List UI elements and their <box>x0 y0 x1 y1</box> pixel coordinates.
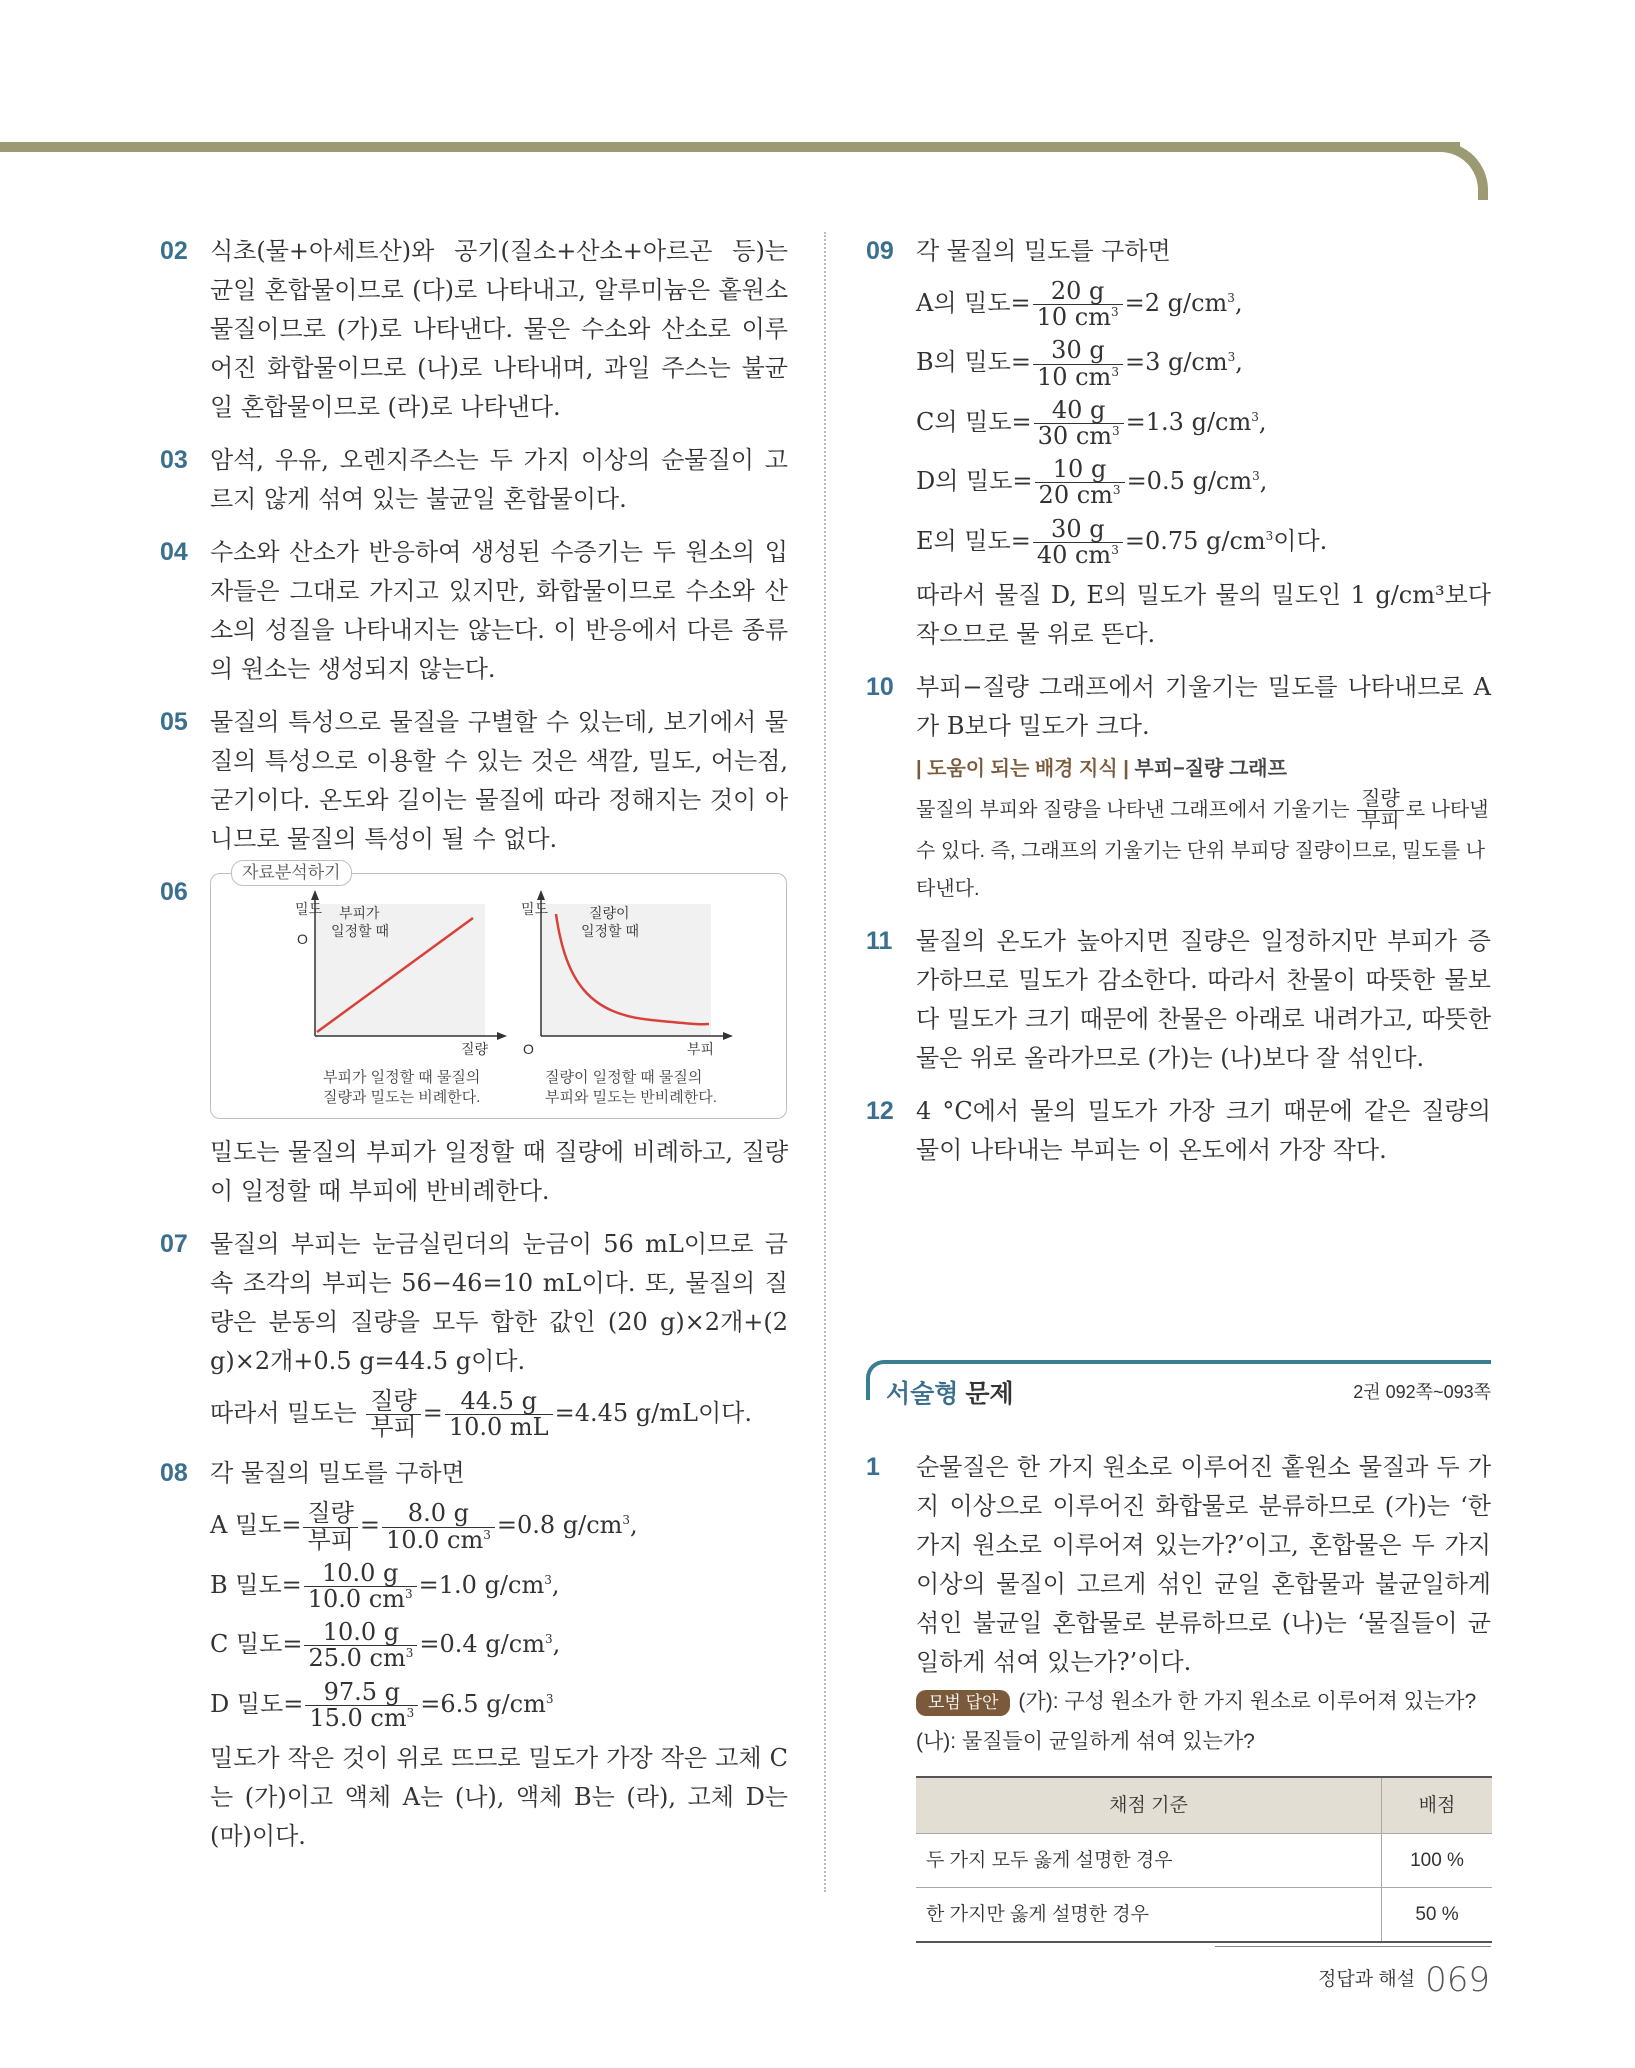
numerator: 20 g <box>1033 279 1123 305</box>
table-cell: 100 % <box>1382 1834 1493 1888</box>
essay-answer-1 <box>866 1448 1491 1943</box>
question-number: 03 <box>160 446 188 474</box>
eq-result: =0.8 g/cm <box>496 1511 623 1540</box>
eq-label: D의 밀도= <box>916 467 1033 496</box>
denominator: 10.0 mL <box>448 1413 549 1442</box>
density-a: A 밀도= $\frac{\text{질량}}{\text{부피}}$ = $\frac{8.0 g}{10.0 cm^3}$ =0.8 $g/cm^3$, <box>210 1499 638 1554</box>
graph1-note-2: 일정할 때 <box>331 923 389 939</box>
table-cell: 두 가지 모두 옳게 설명한 경우 <box>916 1834 1382 1888</box>
fraction-value <box>304 1620 417 1671</box>
fraction-value <box>305 1677 418 1732</box>
section-title-main: 서술형 <box>886 1380 959 1408</box>
graph1-ylabel-1: 밀도 <box>295 901 323 917</box>
answer-10 <box>866 668 1491 908</box>
question-number: 12 <box>866 1096 894 1125</box>
density-d: D 밀도= $\frac{97.5 g}{15.0 cm^3}$ =6.5 $g/cm^3$ <box>210 1677 554 1732</box>
fraction-value <box>1035 457 1125 508</box>
numerator: 10.0 g <box>304 1561 417 1587</box>
eq-result: =1.3 g/cm <box>1125 407 1252 436</box>
eq-label: B 밀도= <box>210 1570 302 1599</box>
model-answer <box>916 1682 1491 1722</box>
fraction-word <box>366 1389 420 1440</box>
answer-04 <box>160 533 788 689</box>
answer-text: 식초(물+아세트산)와 공기(질소+산소+아르곤 등)는 균일 혼합물이므로 (다)로 나타내고, 알루미늄은 홑원소 물질이므로 (가)로 나타낸다. 물은 수소와 산소로 이루어진 화합물이므로 (나)로 나타내며, 과일 주스는 불균일 혼합물이므로 (라)로 나타낸다. <box>210 237 788 421</box>
fraction-word <box>303 1501 357 1552</box>
density-a: A의 밀도= $\frac{20 g}{10 cm^3}$ =2 $g/cm^3$, <box>916 277 1243 332</box>
answer-08 <box>160 1454 788 1856</box>
graph1-caption-1: 부피가 일정할 때 물질의 <box>323 1069 481 1086</box>
eq-suffix: =4.45 g/mL이다. <box>554 1399 752 1428</box>
denominator: 40 $cm^3$ <box>1036 540 1119 569</box>
numerator: 40 g <box>1034 398 1124 424</box>
numerator: 97.5 g <box>305 1680 418 1706</box>
question-number: 10 <box>866 672 894 701</box>
section-title <box>886 1374 1014 1410</box>
numerator: 질량 <box>1357 789 1404 811</box>
eq-result: =0.75 g/cm <box>1124 526 1266 555</box>
fraction-value <box>1033 279 1123 330</box>
denominator: 10 $cm^3$ <box>1036 362 1119 391</box>
top-decor-bar <box>0 142 1460 152</box>
answer-text: 부피−질량 그래프에서 기울기는 밀도를 나타내므로 A가 B보다 밀도가 크다. <box>916 672 1491 740</box>
graph2-caption-2: 부피와 밀도는 반비례한다. <box>545 1089 717 1106</box>
answer-intro: 각 물질의 밀도를 구하면 <box>916 237 1171 265</box>
answer-12 <box>866 1092 1491 1170</box>
essay-section <box>866 1448 1491 1957</box>
table-header-row <box>916 1777 1492 1834</box>
eq-label: A의 밀도= <box>916 289 1031 318</box>
eq-result: =2 g/cm <box>1124 289 1228 318</box>
fraction-value <box>382 1501 495 1552</box>
data-analysis-tab: 자료분석하기 <box>231 860 352 886</box>
fraction-value <box>445 1389 553 1440</box>
table-cell: 50 % <box>1382 1888 1493 1943</box>
answer-intro: 각 물질의 밀도를 구하면 <box>210 1459 465 1488</box>
answer-03 <box>160 441 788 519</box>
fraction-value <box>1034 395 1124 450</box>
answer-text: 밀도는 물질의 부피가 일정할 때 질량에 비례하고, 질량이 일정할 때 부피에 반비례한다. <box>210 1138 788 1205</box>
answer-text: 물질의 특성으로 물질을 구별할 수 있는데, 보기에서 물질의 특성으로 이용할 수 있는 것은 색깔, 밀도, 어는점, 굳기이다. 온도와 길이는 물질에 따라 정해지는 것이 아니므로 물질의 특성이 될 수 없다. <box>210 708 788 853</box>
fraction-value <box>304 1558 417 1613</box>
eq-result: =0.5 g/cm <box>1126 467 1253 496</box>
numerator: 44.5 g <box>445 1389 553 1415</box>
page-number: 069 <box>1425 1960 1490 2000</box>
data-analysis-box <box>210 863 787 1119</box>
section-page-ref: 2권 092쪽~093쪽 <box>1353 1382 1491 1402</box>
graph2-xlabel: 부피 <box>687 1041 715 1057</box>
denominator: 30 $cm^3$ <box>1037 421 1120 450</box>
answer-02 <box>160 232 788 427</box>
answer-text: 물질의 부피는 눈금실린더의 눈금이 56 mL이므로 금속 조각의 부피는 56−46=10 mL이다. 또, 물질의 질량은 분동의 질량을 모두 합한 값인 (20 g)×2개+(2 g)×2개+0.5 g=44.5 g이다. <box>210 1230 788 1375</box>
graph1-x-arrow <box>497 1032 507 1040</box>
denominator: 부피 <box>370 1413 417 1442</box>
answer-text: 순물질은 한 가지 원소로 이루어진 홑원소 물질과 두 가지 이상으로 이루어진 화합물로 분류하므로 (가)는 ‘한 가지 원소로 이루어져 있는가?’이고, 혼합물은 두 가지 이상의 물질이 고르게 섞인 균일 혼합물과 불균일하게 섞인 불균일 혼합물로 분류하므로 (나)는 ‘물질들이 균일하게 섞여 있는가?’이다. <box>916 1453 1491 1676</box>
density-c: C 밀도= $\frac{10.0 g}{25.0 cm^3}$ =0.4 $g/cm^3$, <box>210 1618 561 1673</box>
question-number: 1 <box>866 1453 880 1481</box>
numerator: 10.0 g <box>304 1620 417 1646</box>
answer-conclusion: 밀도가 작은 것이 위로 뜨므로 밀도가 가장 작은 고체 C는 (가)이고 액체 A는 (나), 액체 B는 (라), 고체 D는 (마)이다. <box>210 1743 788 1850</box>
density-d: D의 밀도= $\frac{10 g}{20 cm^3}$ =0.5 $g/cm^3$, <box>916 455 1268 510</box>
table-header: 배점 <box>1382 1777 1493 1834</box>
density-e: E의 밀도= $\frac{30 g}{40 cm^3}$ =0.75 $g/cm^3$이다. <box>916 514 1328 569</box>
graph2-note-1: 질량이 <box>589 905 630 921</box>
numerator: 10 g <box>1035 457 1125 483</box>
denominator: 부피 <box>307 1525 354 1554</box>
eq-label: C의 밀도= <box>916 407 1032 436</box>
hint-topic: 부피−질량 그래프 <box>1134 757 1287 780</box>
graph2-note-2: 일정할 때 <box>581 923 639 939</box>
graph2-y-arrow <box>537 890 545 900</box>
fraction-value <box>1033 514 1123 569</box>
question-number: 08 <box>160 1459 188 1488</box>
density-b: B의 밀도= $\frac{30 g}{10 cm^3}$ =3 $g/cm^3$, <box>916 336 1243 391</box>
density-b: B 밀도= $\frac{10.0 g}{10.0 cm^3}$ =1.0 $g/cm^3$, <box>210 1558 560 1613</box>
left-column <box>160 232 788 1870</box>
answer-09 <box>866 232 1491 654</box>
denominator: 10.0 $cm^3$ <box>307 1584 413 1613</box>
denominator: 10.0 $cm^3$ <box>385 1525 491 1554</box>
model-answer-1: (가): 구성 원소가 한 가지 원소로 이루어져 있는가? <box>1018 1690 1477 1713</box>
graph2-origin: O <box>523 1041 534 1057</box>
eq-label: C 밀도= <box>210 1630 303 1659</box>
eq-result: =1.0 g/cm <box>418 1570 545 1599</box>
hint-label: | 도움이 되는 배경 지식 | <box>916 757 1129 780</box>
answer-07 <box>160 1225 788 1440</box>
background-knowledge-title <box>916 750 1491 789</box>
graph2-ylabel: 밀도 <box>521 901 549 917</box>
question-number: 06 <box>160 878 188 906</box>
hint-text-post: 로 나타낼 수 있다. 즉, 그래프의 기울기는 단위 부피당 질량이므로, 밀도를 나타낸다. <box>916 798 1489 900</box>
denominator: 15.0 $cm^3$ <box>309 1703 415 1732</box>
question-number: 11 <box>866 926 893 955</box>
page-footer <box>1318 1960 1490 2000</box>
eq-result: =0.4 g/cm <box>419 1630 545 1659</box>
eq-label: E의 밀도= <box>916 526 1031 555</box>
denominator: 10 $cm^3$ <box>1036 303 1119 332</box>
answer-text: 4 °C에서 물의 밀도가 가장 크기 때문에 같은 질량의 물이 나타내는 부피는 이 온도에서 가장 작다. <box>916 1096 1491 1164</box>
question-number: 07 <box>160 1230 188 1258</box>
fraction-word <box>1357 789 1404 832</box>
question-number: 09 <box>866 237 894 265</box>
eq-label: A 밀도= <box>210 1511 302 1540</box>
eq-label: D 밀도= <box>210 1689 304 1718</box>
answer-text: 물질의 온도가 높아지면 질량은 일정하지만 부피가 증가하므로 밀도가 감소한다. 따라서 찬물이 따뜻한 물보다 밀도가 크기 때문에 찬물은 아래로 내려가고, 따뜻한 물은 위로 올라가므로 (가)는 (나)보다 잘 섞인다. <box>916 926 1491 1072</box>
question-number: 02 <box>160 237 188 265</box>
background-knowledge-body <box>916 789 1491 908</box>
fraction-value <box>1033 338 1123 389</box>
answer-05 <box>160 703 788 859</box>
question-number: 04 <box>160 538 188 566</box>
numerator: 질량 <box>366 1389 420 1415</box>
denominator: 20 $cm^3$ <box>1038 481 1121 510</box>
answer-text: 수소와 산소가 반응하여 생성된 수증기는 두 원소의 입자들은 그대로 가지고 있지만, 화합물이므로 수소와 산소의 성질을 나타내지는 않는다. 이 반응에서 다른 종류의 원소는 생성되지 않는다. <box>210 538 788 683</box>
hint-text-pre: 물질의 부피와 질량을 나타낸 그래프에서 기울기는 <box>916 798 1350 821</box>
column-divider <box>824 232 826 1892</box>
numerator: 질량 <box>303 1501 357 1527</box>
eq-result: =6.5 g/cm <box>420 1689 546 1718</box>
graph1-note-1: 부피가 <box>339 905 380 921</box>
footer-rule <box>1215 1946 1491 1947</box>
graph2-x-arrow <box>723 1032 733 1040</box>
graph1-caption-2: 질량과 밀도는 비례한다. <box>323 1089 481 1106</box>
answer-text: 암석, 우유, 오렌지주스는 두 가지 이상의 순물질이 고르지 않게 섞여 있는 불균일 혼합물이다. <box>210 446 788 513</box>
density-c: C의 밀도= $\frac{40 g}{30 cm^3}$ =1.3 $g/cm^3$, <box>916 395 1267 450</box>
eq-prefix: 따라서 밀도는 <box>210 1399 357 1428</box>
right-column <box>866 232 1491 1184</box>
model-answer-badge: 모범 답안 <box>916 1690 1010 1716</box>
density-equation: 따라서 밀도는 $\frac{\text{질량}}{\text{부피}}$ = $\frac{44.5 g}{10.0 mL}$ =4.45 g/mL이다. <box>210 1387 752 1442</box>
table-header: 채점 기준 <box>916 1777 1382 1834</box>
table-row <box>916 1834 1492 1888</box>
top-decor-curve <box>1408 142 1488 200</box>
graph1-xlabel: 질량 <box>461 1041 489 1057</box>
model-answer-2: (나): 물질들이 균일하게 섞여 있는가? <box>916 1730 1255 1753</box>
section-title-sub: 문제 <box>958 1380 1014 1408</box>
graph2-caption-1: 질량이 일정할 때 물질의 <box>545 1069 703 1086</box>
question-number: 05 <box>160 708 188 736</box>
eq-result: =3 g/cm <box>1124 348 1228 377</box>
denominator: 부피 <box>1361 809 1400 832</box>
essay-section-header <box>866 1360 1491 1420</box>
answer-conclusion: 따라서 물질 D, E의 밀도가 물의 밀도인 1 g/cm³보다 작으므로 물 위로 뜬다. <box>916 580 1491 648</box>
denominator: 25.0 $cm^3$ <box>308 1644 414 1673</box>
footer-label: 정답과 해설 <box>1318 1969 1416 1990</box>
numerator: 30 g <box>1033 338 1123 364</box>
eq-label: B의 밀도= <box>916 348 1031 377</box>
answer-06 <box>160 863 788 1211</box>
density-graphs <box>211 874 786 1118</box>
table-row <box>916 1888 1492 1943</box>
graph1-origin: O <box>297 931 308 947</box>
scoring-table <box>916 1776 1492 1943</box>
answer-11 <box>866 922 1491 1078</box>
graph1-y-arrow <box>311 890 319 900</box>
numerator: 30 g <box>1033 517 1123 543</box>
table-cell: 한 가지만 옳게 설명한 경우 <box>916 1888 1382 1943</box>
numerator: 8.0 g <box>382 1501 495 1527</box>
